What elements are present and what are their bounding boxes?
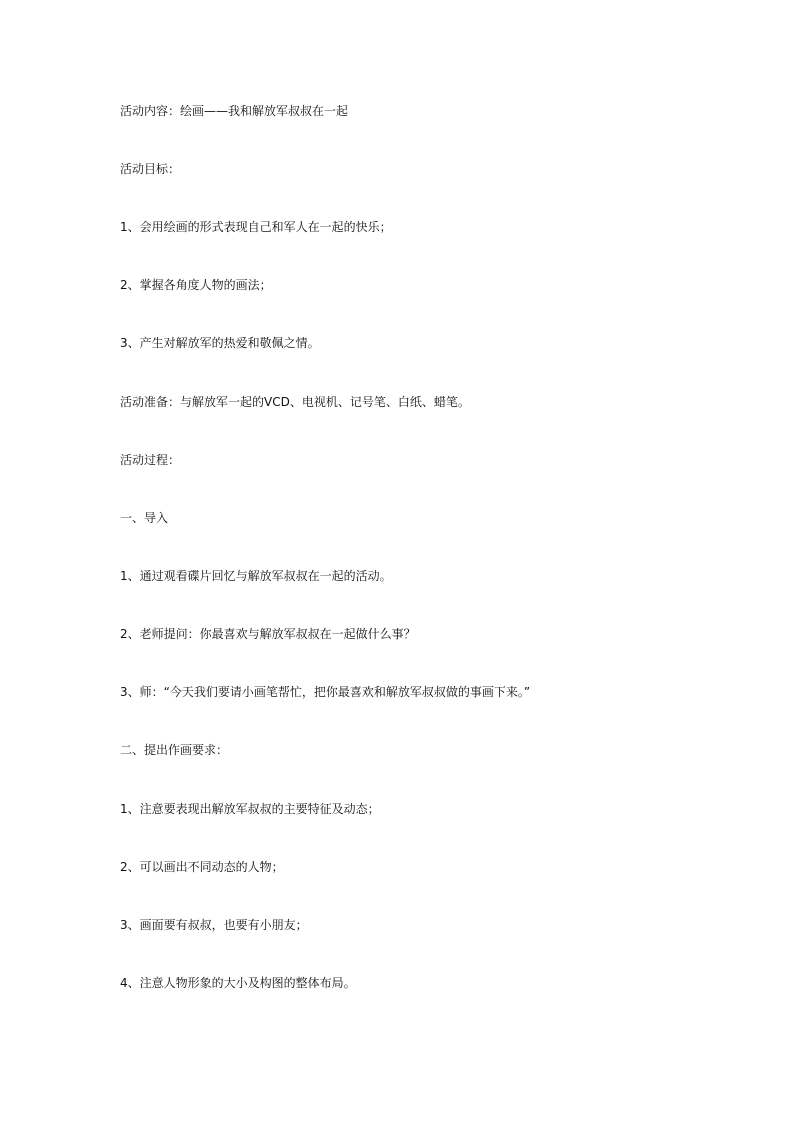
activity-content-line: 活动内容：绘画——我和解放军叔叔在一起 <box>120 104 349 118</box>
section-intro-heading: 一、导入 <box>120 511 169 525</box>
intro-item-1: 1、通过观看碟片回忆与解放军叔叔在一起的活动。 <box>120 569 392 583</box>
goal-item-1: 1、会用绘画的形式表现自己和军人在一起的快乐； <box>120 220 392 234</box>
intro-item-2: 2、老师提问：你最喜欢与解放军叔叔在一起做什么事？ <box>120 627 416 641</box>
intro-item-3: 3、师：“今天我们要请小画笔帮忙，把你最喜欢和解放军叔叔做的事画下来。” <box>120 685 531 699</box>
requirement-item-1: 1、注意要表现出解放军叔叔的主要特征及动态； <box>120 802 380 816</box>
activity-preparation-line: 活动准备：与解放军一起的VCD、电视机、记号笔、白纸、蜡笔。 <box>120 395 470 409</box>
requirement-item-3: 3、画面要有叔叔，也要有小朋友； <box>120 918 308 932</box>
activity-process-heading: 活动过程： <box>120 453 181 467</box>
section-drawing-requirements-heading: 二、提出作画要求： <box>120 743 229 757</box>
goal-item-2: 2、掌握各角度人物的画法； <box>120 278 272 292</box>
activity-goals-heading: 活动目标： <box>120 162 181 176</box>
goal-item-3: 3、产生对解放军的热爱和敬佩之情。 <box>120 336 320 350</box>
requirement-item-2: 2、可以画出不同动态的人物； <box>120 860 284 874</box>
requirement-item-4: 4、注意人物形象的大小及构图的整体布局。 <box>120 976 356 990</box>
